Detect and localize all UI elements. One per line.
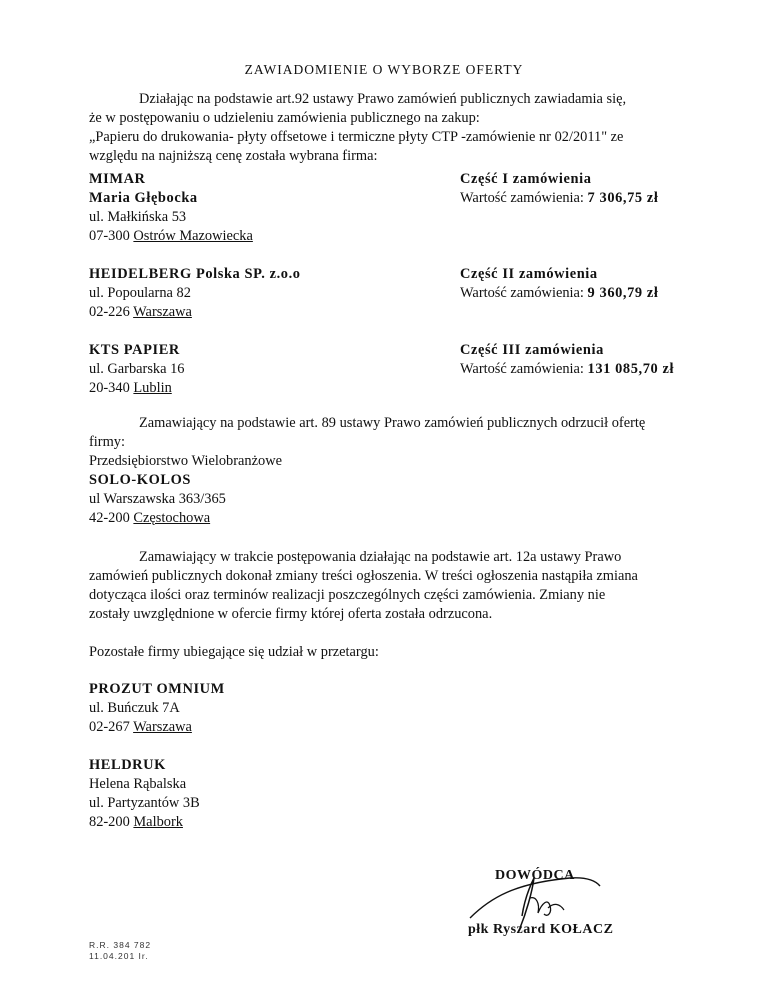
company-name: MIMAR — [89, 171, 146, 187]
footer-ref-number: R.R. 384 782 — [89, 940, 152, 950]
value-amount: 9 360,79 zł — [587, 285, 659, 301]
postcode: 07-300 — [89, 228, 130, 244]
part-value-line — [460, 360, 674, 379]
city: Częstochowa — [133, 510, 211, 526]
changes-line: zamówień publicznych dokonał zmiany treści ogłoszenia. W treści ogłoszenia nastąpiła zmiana — [89, 568, 638, 584]
company-city-line — [89, 379, 185, 398]
intro-paragraph — [89, 90, 689, 166]
company-street: ul. Popoularna 82 — [89, 285, 191, 301]
company-name: KTS PAPIER — [89, 342, 180, 358]
company-street: ul. Garbarska 16 — [89, 361, 185, 377]
rejection-line: firmy: — [89, 434, 125, 450]
value-label: Wartość zamówienia: — [460, 285, 584, 301]
value-label: Wartość zamówienia: — [460, 190, 584, 206]
rejection-line: Zamawiający na podstawie art. 89 ustawy Prawo zamówień publicznych odrzucił ofertę — [139, 415, 646, 431]
rejected-company-name: SOLO-KOLOS — [89, 472, 191, 488]
company-name: PROZUT OMNIUM — [89, 681, 225, 697]
company-city-line — [89, 813, 200, 832]
winner-part-1 — [460, 170, 658, 208]
winner-company-1 — [89, 170, 253, 246]
value-amount: 131 085,70 zł — [587, 361, 675, 377]
company-city-line — [89, 227, 253, 246]
rejected-company-type: Przedsiębiorstwo Wielobranżowe — [89, 453, 282, 469]
part-value-line — [460, 189, 658, 208]
part-label: Część II zamówienia — [460, 266, 598, 282]
rejected-company-street: ul Warszawska 363/365 — [89, 491, 226, 507]
company-city-line — [89, 718, 225, 737]
footer-date: 11.04.201 Ir. — [89, 951, 149, 961]
rejection-section — [89, 414, 645, 528]
company-street: ul. Małkińska 53 — [89, 209, 187, 225]
winner-part-2 — [460, 265, 658, 303]
changes-paragraph — [89, 548, 638, 624]
intro-line: „Papieru do drukowania- płyty offsetowe i termiczne płyty CTP -zamówienie nr 02/2011" ze — [89, 129, 624, 145]
winner-company-2 — [89, 265, 301, 322]
intro-line: Działając na podstawie art.92 ustawy Prawo zamówień publicznych zawiadamia się, — [139, 91, 627, 107]
part-label: Część III zamówienia — [460, 342, 604, 358]
city: Warszawa — [133, 304, 192, 320]
company-street: ul. Partyzantów 3B — [89, 795, 200, 811]
other-company-1 — [89, 680, 225, 737]
winner-company-3 — [89, 341, 185, 398]
company-name: HELDRUK — [89, 757, 166, 773]
company-street: ul. Buńczuk 7A — [89, 700, 180, 716]
changes-line: Zamawiający w trakcie postępowania działając na podstawie art. 12a ustawy Prawo — [139, 549, 622, 565]
company-owner: Helena Rąbalska — [89, 776, 187, 792]
company-name: HEIDELBERG Polska SP. z.o.o — [89, 266, 301, 282]
company-owner: Maria Głębocka — [89, 190, 198, 206]
postcode: 20-340 — [89, 380, 130, 396]
changes-line: zostały uwzględnione w ofercie firmy której oferta została odrzucona. — [89, 606, 493, 622]
signature-block — [460, 858, 640, 938]
part-value-line — [460, 284, 658, 303]
changes-line: dotycząca ilości oraz terminów realizacji poszczególnych części zamówienia. Zmiany nie — [89, 587, 606, 603]
postcode: 82-200 — [89, 814, 130, 830]
signature-title: DOWÓDCA — [495, 868, 575, 883]
company-city-line — [89, 303, 301, 322]
city: Ostrów Mazowiecka — [133, 228, 253, 244]
postcode: 42-200 — [89, 510, 130, 526]
other-company-2 — [89, 756, 200, 832]
city: Malbork — [133, 814, 183, 830]
postcode: 02-267 — [89, 719, 130, 735]
others-heading: Pozostałe firmy ubiegające się udział w przetargu: — [89, 644, 379, 660]
part-label: Część I zamówienia — [460, 171, 592, 187]
value-amount: 7 306,75 zł — [587, 190, 659, 206]
value-label: Wartość zamówienia: — [460, 361, 584, 377]
footer-ref — [89, 940, 151, 962]
postcode: 02-226 — [89, 304, 130, 320]
city: Lublin — [133, 380, 172, 396]
winner-part-3 — [460, 341, 674, 379]
intro-line: względu na najniższą cenę została wybrana firma: — [89, 148, 378, 164]
intro-line: że w postępowaniu o udzieleniu zamówienia publicznego na zakup: — [89, 110, 480, 126]
document-title: ZAWIADOMIENIE O WYBORZE OFERTY — [244, 62, 524, 77]
city: Warszawa — [133, 719, 192, 735]
signatory-name: płk Ryszard KOŁACZ — [468, 922, 614, 937]
rejected-company-city-line — [89, 509, 645, 528]
